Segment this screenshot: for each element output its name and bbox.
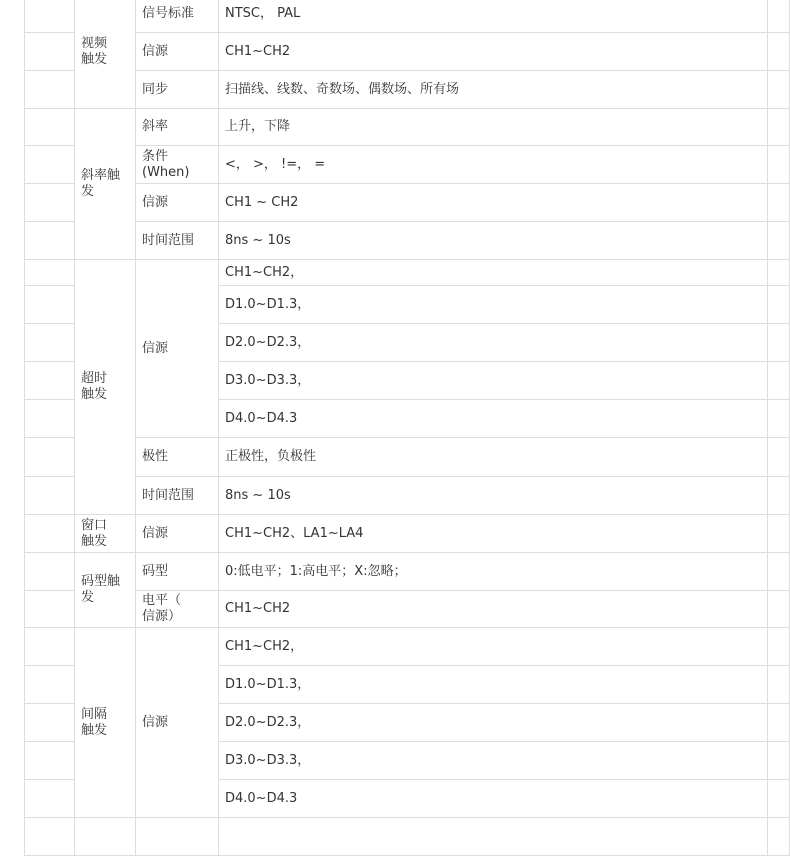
group-name-cell	[75, 818, 136, 856]
sub-label-cell: 斜率	[136, 109, 219, 146]
table-row	[25, 146, 790, 184]
value-cell: NTSC， PAL	[219, 0, 768, 33]
left-margin-cell	[25, 553, 75, 591]
value-cell: D2.0~D2.3，	[219, 704, 768, 742]
value-cell: CH1~CH2	[219, 33, 768, 71]
group-name-cell: 间隔 触发	[75, 628, 136, 818]
left-margin-cell	[25, 0, 75, 33]
table-row	[25, 109, 790, 146]
value-cell	[219, 818, 768, 856]
group-name-cell: 斜率触发	[75, 109, 136, 260]
right-margin-cell	[768, 780, 790, 818]
right-margin-cell	[768, 184, 790, 222]
sub-label-cell: 信源	[136, 33, 219, 71]
sub-label-cell: 极性	[136, 438, 219, 477]
table-row	[25, 33, 790, 71]
value-cell: D3.0~D3.3，	[219, 742, 768, 780]
table-row	[25, 438, 790, 477]
right-margin-cell	[768, 109, 790, 146]
left-margin-cell	[25, 818, 75, 856]
table-row	[25, 222, 790, 260]
sub-label-cell: 同步	[136, 71, 219, 109]
table-row	[25, 71, 790, 109]
value-cell: D4.0~D4.3	[219, 780, 768, 818]
left-margin-cell	[25, 477, 75, 515]
sub-label-cell: 时间范围	[136, 222, 219, 260]
value-cell: CH1~CH2	[219, 591, 768, 628]
right-margin-cell	[768, 260, 790, 286]
right-margin-cell	[768, 222, 790, 260]
left-margin-cell	[25, 438, 75, 477]
spec-table	[24, 0, 790, 856]
left-margin-cell	[25, 146, 75, 184]
table-row	[25, 477, 790, 515]
sub-label-cell: 信号标准	[136, 0, 219, 33]
right-margin-cell	[768, 553, 790, 591]
value-cell: D2.0~D2.3，	[219, 324, 768, 362]
sub-label-cell: 信源	[136, 515, 219, 553]
table-row	[25, 628, 790, 666]
value-cell: CH1 ~ CH2	[219, 184, 768, 222]
left-margin-cell	[25, 33, 75, 71]
right-margin-cell	[768, 146, 790, 184]
value-cell: 正极性，负极性	[219, 438, 768, 477]
right-margin-cell	[768, 400, 790, 438]
table-row	[25, 515, 790, 553]
right-margin-cell	[768, 515, 790, 553]
left-margin-cell	[25, 704, 75, 742]
left-margin-cell	[25, 222, 75, 260]
sub-label-cell: 信源	[136, 260, 219, 438]
left-margin-cell	[25, 184, 75, 222]
right-margin-cell	[768, 286, 790, 324]
value-cell: 扫描线、线数、奇数场、偶数场、所有场	[219, 71, 768, 109]
right-margin-cell	[768, 818, 790, 856]
sub-label-cell: 信源	[136, 184, 219, 222]
left-margin-cell	[25, 515, 75, 553]
value-cell: CH1~CH2，	[219, 628, 768, 666]
right-margin-cell	[768, 438, 790, 477]
table-row	[25, 0, 790, 33]
left-margin-cell	[25, 260, 75, 286]
value-cell: D1.0~D1.3，	[219, 666, 768, 704]
left-margin-cell	[25, 71, 75, 109]
left-margin-cell	[25, 400, 75, 438]
right-margin-cell	[768, 362, 790, 400]
right-margin-cell	[768, 0, 790, 33]
table-row	[25, 184, 790, 222]
sub-label-cell: 信源	[136, 628, 219, 818]
left-margin-cell	[25, 591, 75, 628]
left-margin-cell	[25, 780, 75, 818]
value-cell: 上升，下降	[219, 109, 768, 146]
value-cell: 8ns ~ 10s	[219, 222, 768, 260]
table-row	[25, 260, 790, 286]
left-margin-cell	[25, 109, 75, 146]
right-margin-cell	[768, 742, 790, 780]
sub-label-cell: 电平（ 信源）	[136, 591, 219, 628]
left-margin-cell	[25, 286, 75, 324]
sub-label-cell: 码型	[136, 553, 219, 591]
right-margin-cell	[768, 666, 790, 704]
sub-label-cell: 条件(When)	[136, 146, 219, 184]
value-cell: CH1~CH2、LA1~LA4	[219, 515, 768, 553]
sub-label-cell: 时间范围	[136, 477, 219, 515]
value-cell: D1.0~D1.3，	[219, 286, 768, 324]
value-cell: CH1~CH2，	[219, 260, 768, 286]
value-cell: D3.0~D3.3，	[219, 362, 768, 400]
value-cell: <， >， !=， =	[219, 146, 768, 184]
left-margin-cell	[25, 628, 75, 666]
group-name-cell: 码型触 发	[75, 553, 136, 628]
sub-label-cell	[136, 818, 219, 856]
right-margin-cell	[768, 477, 790, 515]
table-row	[25, 818, 790, 856]
right-margin-cell	[768, 71, 790, 109]
table-row	[25, 553, 790, 591]
right-margin-cell	[768, 704, 790, 742]
left-margin-cell	[25, 324, 75, 362]
value-cell: 0:低电平；1:高电平；X:忽略；	[219, 553, 768, 591]
table-row	[25, 591, 790, 628]
group-name-cell: 窗口 触发	[75, 515, 136, 553]
value-cell: 8ns ~ 10s	[219, 477, 768, 515]
right-margin-cell	[768, 324, 790, 362]
left-margin-cell	[25, 362, 75, 400]
right-margin-cell	[768, 33, 790, 71]
value-cell: D4.0~D4.3	[219, 400, 768, 438]
right-margin-cell	[768, 591, 790, 628]
right-margin-cell	[768, 628, 790, 666]
left-margin-cell	[25, 742, 75, 780]
group-name-cell: 视频 触发	[75, 0, 136, 109]
left-margin-cell	[25, 666, 75, 704]
group-name-cell: 超时 触发	[75, 260, 136, 515]
